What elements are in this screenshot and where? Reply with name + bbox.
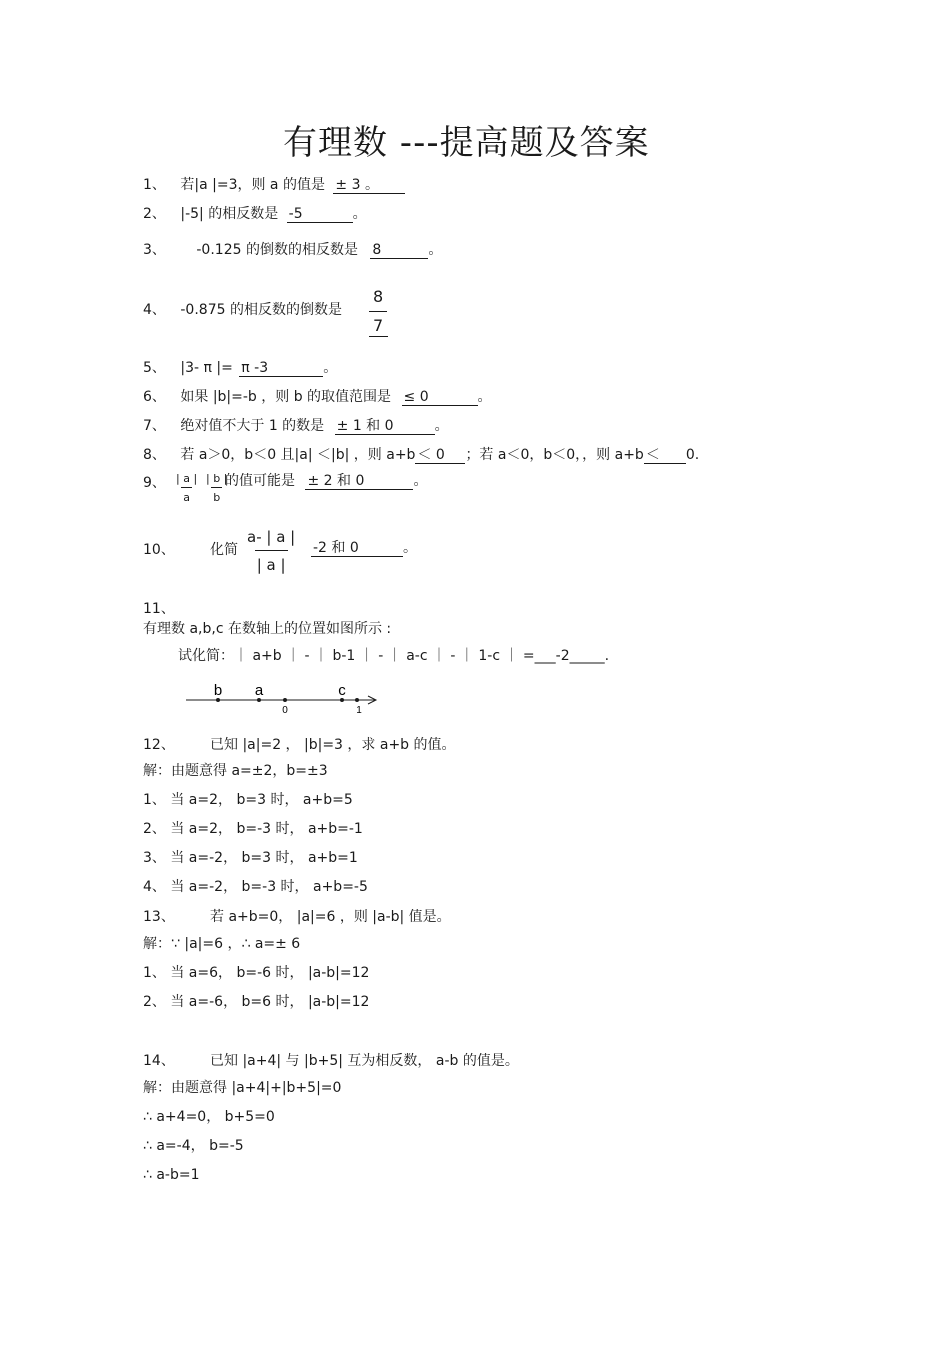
question-number: 6、 [143,389,166,405]
answer-blank: ± 2 和 0 [305,474,413,490]
answer-blank: ± 1 和 0 [335,419,435,435]
question-11-expression: 试化简：｜ a+b ｜ - ｜ b-1 ｜ - ｜ a-c ｜ - ｜ 1-c ｜ =___-2_____. [178,648,610,664]
number-line [185,680,385,720]
question-10-answer [311,541,417,557]
point-one [355,698,359,702]
answer-blank-1: ＜ 0 [415,448,465,464]
fraction-denominator: 7 [369,311,387,334]
answer-blank: -5 [287,207,353,223]
solution-line: ∴ a-b=1 [143,1167,200,1183]
solution-line: 2、 当 a=2， b=-3 时， a+b=-1 [143,821,363,837]
answer-underline [369,336,388,337]
fraction-numerator: | b | [206,472,228,485]
fraction-numerator: a- | a | [247,528,296,546]
label-b: b [213,682,223,699]
question-11-text: 有理数 a,b,c 在数轴上的位置如图所示 : [143,621,392,637]
solution-line: 1、 当 a=2， b=3 时， a+b=5 [143,792,353,808]
period: 。 [323,360,338,376]
solution-line: 1、 当 a=6， b=-6 时， |a-b|=12 [143,965,370,981]
question-10-text: 化简 [210,542,238,558]
question-number: 3、 [143,242,166,258]
question-6 [143,390,492,406]
question-2 [143,207,367,223]
question-3 [143,243,442,259]
solution-line: 2、 当 a=-6， b=6 时， |a-b|=12 [143,994,370,1010]
answer-blank: ≤ 0 [402,390,478,406]
fraction-denominator: | a | [255,550,288,573]
answer-tail: 0. [685,447,700,463]
answer-blank: 8 [370,243,428,259]
question-text: 绝对值不大于 1 的数是 [180,418,325,434]
fraction-numerator: | a | [176,472,198,485]
solution-line: 3、 当 a=-2， b=3 时， a+b=1 [143,850,358,866]
question-number: 4、 [143,302,166,318]
question-9 [225,474,427,490]
period: 。 [428,242,443,258]
question-9-number: 9、 [143,475,166,491]
question-13-number: 13、 [143,909,175,925]
question-text: 若|a |=3，则 a 的值是 [180,177,325,193]
question-number: 7、 [143,418,166,434]
question-number: 8、 [143,447,166,463]
point-zero [283,698,287,702]
tick-label-1: 1 [356,705,362,716]
question-7 [143,419,449,435]
question-text: -0.125 的倒数的相反数是 [196,242,358,258]
period: 。 [434,418,449,434]
fraction-a-over-a [174,473,199,503]
answer-blank: π -3 [239,361,323,377]
question-text: -0.875 的相反数的倒数是 [180,302,342,318]
period: 。 [352,206,367,222]
answer-blank: -2 和 0 [311,541,403,557]
label-c: c [338,682,346,699]
fraction-denominator: a [181,487,192,503]
question-12-number: 12、 [143,737,175,753]
solution-line: 解：∵ |a|=6 ，∴ a=± 6 [143,936,301,952]
question-13-text: 若 a+b=0， |a|=6 ，则 |a-b| 值是。 [210,909,451,925]
question-text: 如果 |b|=-b ，则 b 的取值范围是 [180,389,392,405]
answer-blank: ± 3 。 [333,178,405,194]
label-a: a [254,682,264,699]
question-8 [143,448,699,464]
question-text: 的值可能是 [225,473,295,489]
question-text: |3- π |= [180,360,233,376]
question-number: 2、 [143,206,166,222]
question-1 [143,178,405,194]
question-14-text: 已知 |a+4| 与 |b+5| 互为相反数， a-b 的值是。 [210,1053,519,1069]
question-text-2: ；若 a＜0，b＜0，，则 a+b [465,447,644,463]
solution-line: 4、 当 a=-2， b=-3 时， a+b=-5 [143,879,368,895]
question-12-text: 已知 |a|=2 ， |b|=3 ，求 a+b 的值。 [210,737,456,753]
page-title: 有理数 ---提高题及答案 [283,123,650,163]
solution-line: 解：由题意得 a=±2，b=±3 [143,763,328,779]
question-number: 1、 [143,177,166,193]
period: 。 [413,473,428,489]
question-5 [143,361,337,377]
question-number: 5、 [143,360,166,376]
fraction-simplify [245,530,297,573]
period: 。 [403,540,417,556]
question-text: 若 a＞0，b＜0 且|a| ＜|b| ，则 a+b [180,447,416,463]
question-10-number: 10、 [143,542,175,558]
question-text: |-5| 的相反数是 [180,206,279,222]
question-14-number: 14、 [143,1053,175,1069]
solution-line: 解：由题意得 |a+4|+|b+5|=0 [143,1080,342,1096]
fraction-numerator: 8 [373,287,384,306]
answer-blank-2: ＜ [644,448,686,464]
answer-fraction [369,289,387,334]
tick-label-0: 0 [282,705,288,716]
question-4 [143,303,342,317]
fraction-denominator: b [211,487,222,503]
period: 。 [477,389,492,405]
solution-line: ∴ a=-4， b=-5 [143,1138,244,1154]
question-11-number: 11、 [143,601,175,617]
solution-line: ∴ a+4=0， b+5=0 [143,1109,275,1125]
